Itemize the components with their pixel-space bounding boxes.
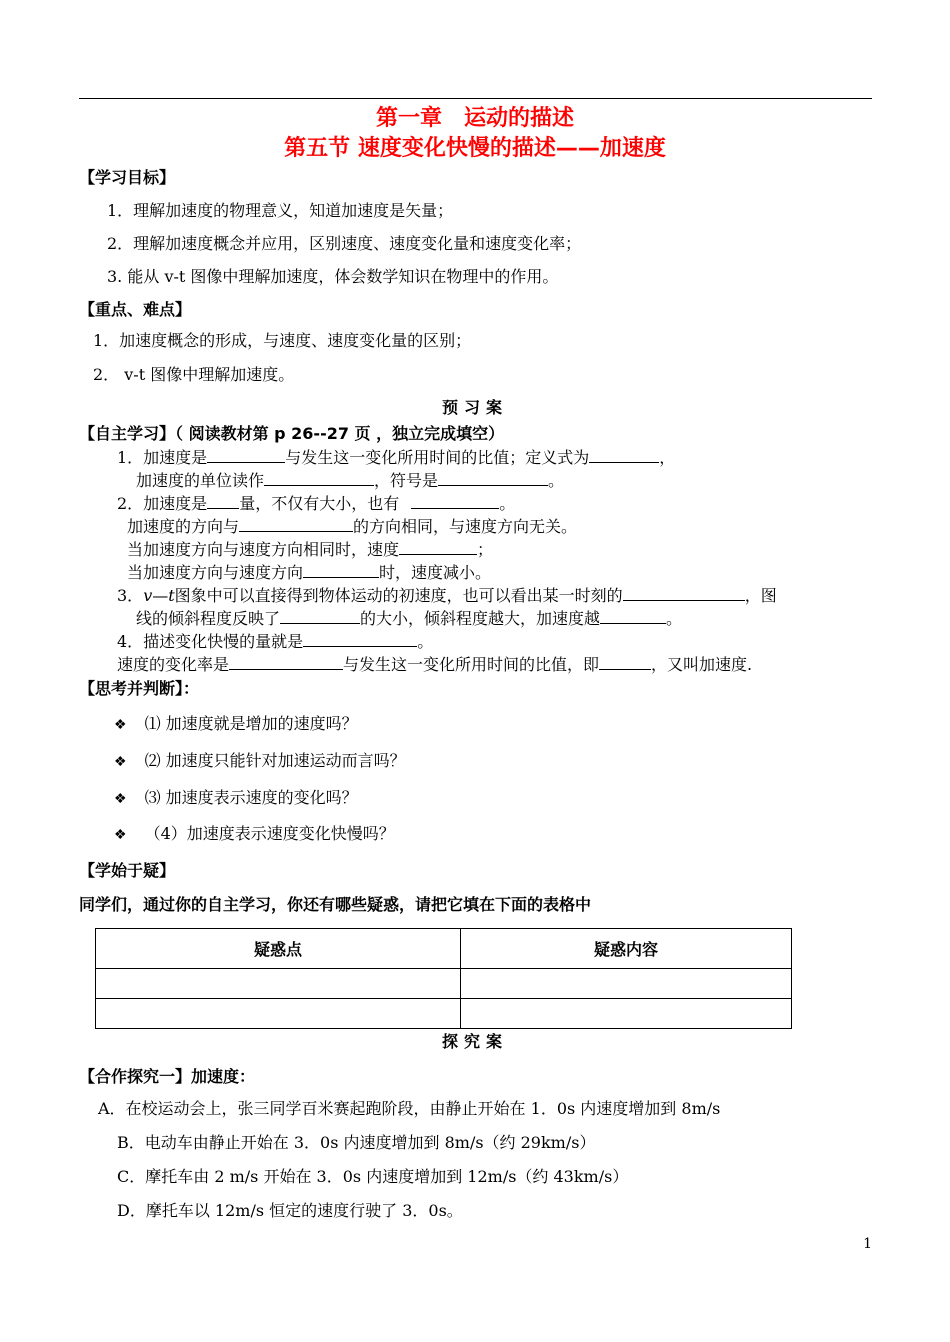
- fill-blank[interactable]: [399, 539, 477, 555]
- doubt-cell[interactable]: [96, 999, 461, 1029]
- fill-blank[interactable]: [303, 562, 379, 578]
- fill-blank[interactable]: [599, 654, 651, 670]
- explore-label: 探究案: [441, 1032, 508, 1051]
- explore-item-c: C．摩托车由 2 m/s 开始在 3．0s 内速度增加到 12m/s（约 43km/s）: [117, 1167, 629, 1186]
- selfstudy-line-6: 当加速度方向与速度方向 时，速度减小。: [127, 563, 492, 582]
- keypoint-item-2: 2． v-t 图像中理解加速度。: [93, 365, 295, 384]
- selfstudy-line-1: 1．加速度是 与发生这一变化所用时间的比值；定义式为 ，: [117, 448, 676, 467]
- explore-item-b: B．电动车由静止开始在 3．0s 内速度增加到 8m/s（约 29km/s）: [117, 1133, 596, 1152]
- diamond-bullet-icon: ❖: [114, 717, 127, 733]
- explore-item-d: D．摩托车以 12m/s 恒定的速度行驶了 3．0s。: [117, 1201, 463, 1220]
- fill-blank[interactable]: [207, 493, 239, 509]
- selfstudy-line-10: 速度的变化率是 与发生这一变化所用时间的比值，即 ，又叫加速度.: [117, 655, 753, 674]
- fill-blank[interactable]: [411, 493, 499, 509]
- doubt-heading: 【学始于疑】: [79, 861, 176, 880]
- doubt-cell[interactable]: [96, 969, 461, 999]
- think-heading: 【思考并判断】：: [79, 679, 200, 698]
- fill-blank[interactable]: [438, 470, 548, 486]
- preview-label: 预习案: [441, 398, 508, 417]
- diamond-bullet-icon: ❖: [114, 791, 127, 807]
- header-rule: [79, 98, 872, 99]
- fill-blank[interactable]: [229, 654, 343, 670]
- chapter-title: 第一章 运动的描述: [375, 106, 574, 131]
- selfstudy-line-4: 加速度的方向与 的方向相同，与速度方向无关。: [127, 517, 578, 536]
- selfstudy-line-3: 2．加速度是 量，不仅有大小，也有 。: [117, 494, 516, 513]
- doubt-cell[interactable]: [461, 999, 792, 1029]
- fill-blank[interactable]: [280, 608, 360, 624]
- objective-item-3: 3. 能从 v-t 图像中理解加速度，体会数学知识在物理中的作用。: [107, 267, 559, 286]
- objectives-heading: 【学习目标】: [79, 168, 176, 187]
- selfstudy-line-5: 当加速度方向与速度方向相同时，速度 ；: [127, 540, 494, 559]
- fill-blank[interactable]: [303, 631, 417, 647]
- doubt-table: [95, 928, 792, 1029]
- selfstudy-line-2: 加速度的单位读作 ，符号是 。: [136, 471, 565, 490]
- fill-blank[interactable]: [239, 516, 353, 532]
- doubt-col-header-point: 疑惑点: [96, 929, 461, 969]
- section-title: 第五节 速度变化快慢的描述——加速度: [284, 136, 666, 161]
- doubt-intro: 同学们，通过你的自主学习，你还有哪些疑惑，请把它填在下面的表格中: [79, 895, 592, 914]
- keypoints-heading: 【重点、难点】: [79, 300, 192, 319]
- selfstudy-line-7: 3．v—t图象中可以直接得到物体运动的初速度，也可以看出某一时刻的 ，图: [117, 586, 777, 605]
- doubt-cell[interactable]: [461, 969, 792, 999]
- think-item-3: ❖ ⑶ 加速度表示速度的变化吗？: [114, 788, 358, 807]
- fill-blank[interactable]: [264, 470, 374, 486]
- diamond-bullet-icon: ❖: [114, 827, 127, 843]
- fill-blank[interactable]: [600, 608, 666, 624]
- explore-heading: 【合作探究一】加速度：: [79, 1067, 256, 1086]
- think-item-2: ❖ ⑵ 加速度只能针对加速运动而言吗？: [114, 751, 406, 770]
- fill-blank[interactable]: [589, 447, 659, 463]
- fill-blank[interactable]: [623, 585, 745, 601]
- page-number: 1: [863, 1236, 872, 1252]
- doubt-col-header-content: 疑惑内容: [461, 929, 792, 969]
- fill-blank[interactable]: [207, 447, 285, 463]
- selfstudy-heading: 【自主学习】（ 阅读教材第 p 26--27 页 ，独立完成填空）: [79, 424, 505, 443]
- objective-item-2: 2．理解加速度概念并应用，区别速度、速度变化量和速度变化率；: [107, 234, 582, 253]
- think-item-4: ❖ （4）加速度表示速度变化快慢吗？: [114, 824, 395, 843]
- keypoint-item-1: 1．加速度概念的形成，与速度、速度变化量的区别；: [93, 331, 472, 350]
- selfstudy-line-9: 4．描述变化快慢的量就是 。: [117, 632, 434, 651]
- objective-item-1: 1．理解加速度的物理意义，知道加速度是矢量；: [107, 201, 454, 220]
- explore-item-a: A．在校运动会上，张三同学百米赛起跑阶段，由静止开始在 1．0s 内速度增加到 8m/s: [98, 1099, 721, 1118]
- selfstudy-line-8: 线的倾斜程度反映了 的大小，倾斜程度越大，加速度越 。: [136, 609, 683, 628]
- think-item-1: ❖ ⑴ 加速度就是增加的速度吗？: [114, 714, 358, 733]
- diamond-bullet-icon: ❖: [114, 754, 127, 770]
